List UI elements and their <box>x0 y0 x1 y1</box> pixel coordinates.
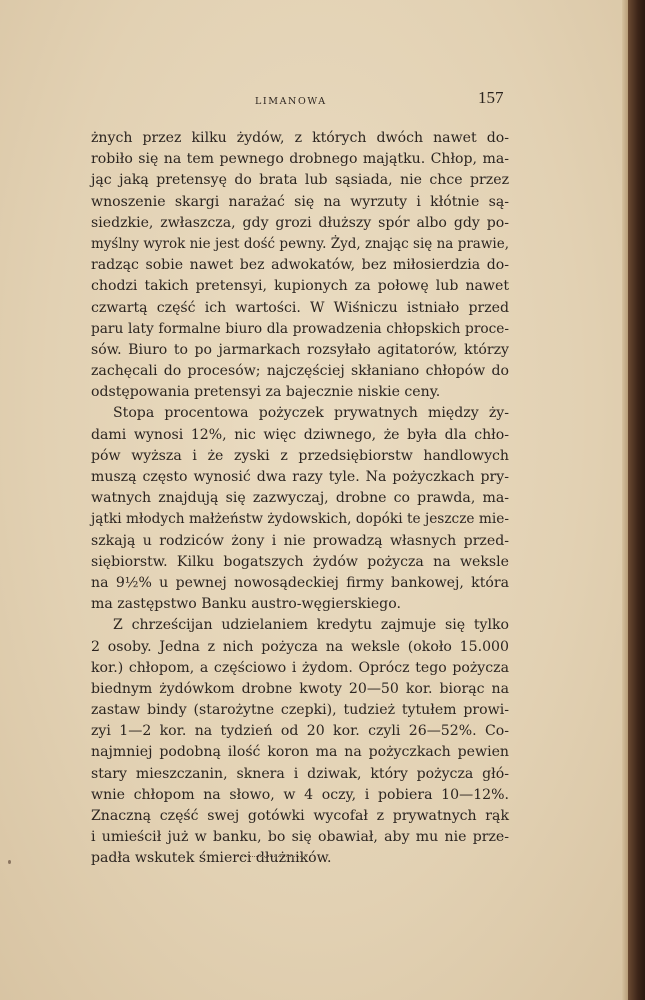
text-line: na 9½% u pewnej nowosądeckiej firmy bankowej, która <box>91 574 509 591</box>
text-line: jątki młodych małżeństw żydowskich, dopóki te jeszcze mie- <box>91 511 509 528</box>
text-line: sów. Biuro to po jarmarkach rozsyłało agitatorów, którzy <box>91 341 509 358</box>
text-line: ma zastępstwo Banku austro-węgierskiego. <box>91 596 401 613</box>
text-line: stary mieszczanin, sknera i dziwak, który pożycza głó- <box>91 765 509 782</box>
text-line: zachęcali do procesów; najczęściej skłaniano chłopów do <box>91 363 509 380</box>
text-line: chodzi takich pretensyi, kupionych za połowę lub nawet <box>91 278 509 295</box>
text-line: zyi 1—2 kor. na tydzień od 20 kor. czyli 26—52%. Co- <box>91 723 509 740</box>
text-line: kor.) chłopom, a częściowo i żydom. Oprócz tego pożycza <box>91 659 509 676</box>
text-line: wnie chłopom na słowo, w 4 oczy, i pobiera 10—12%. <box>91 786 509 803</box>
text-line: dami wynosi 12%, nic więc dziwnego, że była dla chło- <box>91 426 509 443</box>
running-head: LIMANOWA <box>255 96 327 107</box>
page-header <box>0 88 628 112</box>
text-line: i umieścił już w banku, bo się obawiał, aby mu nie prze- <box>91 829 509 846</box>
section-end-rule <box>237 856 307 857</box>
book-binding <box>628 0 645 1000</box>
text-line: siębiorstw. Kilku bogatszych żydów pożycza na weksle <box>91 553 509 570</box>
text-line: czwartą część ich wartości. W Wiśniczu istniało przed <box>91 299 509 316</box>
text-line: Stopa procentowa pożyczek prywatnych między ży- <box>113 405 509 422</box>
paper-speck <box>8 860 11 864</box>
text-line: robiło się na tem pewnego drobnego majątku. Chłop, ma- <box>91 151 509 168</box>
text-line: Z chrześcijan udzielaniem kredytu zajmuje się tylko <box>113 617 509 634</box>
text-line: żnych przez kilku żydów, z których dwóch nawet do- <box>91 130 509 146</box>
text-line: biednym żydówkom drobne kwoty 20—50 kor. biorąc na <box>91 680 509 697</box>
text-line: najmniej podobną ilość koron ma na pożyczkach pewien <box>91 744 509 761</box>
text-line: watnych znajdują się zazwyczaj, drobne co prawda, ma- <box>91 490 509 507</box>
text-line: pów wyższa i że zyski z przedsiębiorstw handlowych <box>91 447 509 464</box>
text-line: 2 osoby. Jedna z nich pożycza na weksle (około 15.000 <box>91 638 509 655</box>
text-line: jąc jaką pretensyę do brata lub sąsiada, nie chce przez <box>91 172 509 189</box>
text-line: zastaw bindy (starożytne czepki), tudzież tytułem prowi- <box>91 702 509 719</box>
text-line: wnoszenie skargi narażać się na wyrzuty i kłótnie są- <box>91 193 509 210</box>
text-line: siedzkie, zwłaszcza, gdy grozi dłuższy spór albo gdy po- <box>91 214 509 231</box>
text-line: radząc sobie nawet bez adwokatów, bez miłosierdzia do- <box>91 257 509 274</box>
text-line: paru laty formalne biuro dla prowadzenia chłopskich proce- <box>91 320 509 337</box>
page-number: 157 <box>478 88 504 107</box>
text-line: myślny wyrok nie jest dość pewny. Żyd, znając się na prawie, <box>91 235 509 252</box>
text-line: padła wskutek śmierci dłużników. <box>91 850 332 867</box>
text-line: muszą często wynosić dwa razy tyle. Na pożyczkach pry- <box>91 469 509 485</box>
text-line: odstępowania pretensyi za bajecznie niskie ceny. <box>91 384 441 401</box>
text-line: szkają u rodziców żony i nie prowadzą własnych przed- <box>91 532 509 549</box>
text-line: Znaczną część swej gotówki wycofał z prywatnych rąk <box>91 808 509 824</box>
body-text <box>91 128 509 870</box>
